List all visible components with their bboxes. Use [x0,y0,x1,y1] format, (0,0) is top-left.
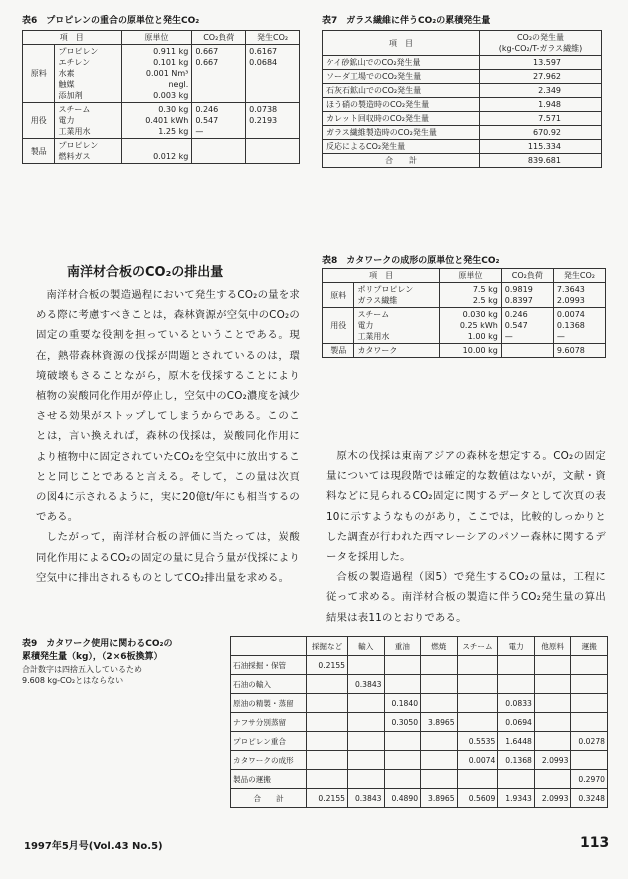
table-cell [347,694,384,713]
page-number: 113 [580,835,610,851]
column-header: 重油 [384,637,421,656]
table-row [323,56,602,70]
unit-list: 0.012 kg [121,139,192,164]
table-row [323,84,602,98]
unit-list: 7.5 kg 2.5 kg [440,283,501,308]
load-list: 0.246 0.547 — [192,103,246,139]
table-cell: 2.0993 [534,751,571,770]
column-header: 運搬 [571,637,608,656]
row-value: 13.597 [480,56,602,70]
footer-issue: 1997年5月号(Vol.43 No.5) [24,841,163,852]
unit-list: 0.911 kg 0.101 kg 0.001 Nm³ negl. 0.003 kg [121,45,192,103]
table-cell [307,751,348,770]
row-label: 製品の運搬 [231,770,307,789]
right-body-text [326,446,606,628]
table-cell: 0.5535 [457,732,498,751]
table-cell: 0.0278 [571,732,608,751]
paragraph: 原木の伐採は東南アジアの森林を想定する。CO₂の固定量については現段階では確定的な数値はないが，文献・資料などに見られるCO₂固定に関するデータとして次頁の表10に示すようなものがあり，ここでは，比較的しっかりとした調査が行われた西マレーシアのパソー森林に関するデータを採用した。 [326,450,606,564]
unit-list: 10.00 kg [440,344,501,358]
total-cell: 2.0993 [534,789,571,808]
table-cell [534,732,571,751]
row-label: ガラス繊維製造時のCO₂発生量 [323,126,480,140]
table-cell [307,770,348,789]
table-row [323,283,606,308]
table-cell: 0.1840 [384,694,421,713]
table-row [231,656,608,675]
table-cell [307,713,348,732]
paragraph: 合板の製造過程（図5）で発生するCO₂の量は，工程に従って求める。南洋材合板の製造に伴うCO₂発生量の算出結果は表11のとおりである。 [326,571,606,624]
table8-caption: 表8 カタワークの成形の原単位と発生CO₂ [322,256,500,266]
row-value: 27.962 [480,70,602,84]
table-cell [307,732,348,751]
table-cell [421,770,458,789]
load-list: 0.9819 0.8397 [501,283,553,308]
table-cell: 3.8965 [421,713,458,732]
table-row [231,732,608,751]
table-cell [384,656,421,675]
row-label: ナフサ分別蒸留 [231,713,307,732]
table-cell: 0.2155 [307,656,348,675]
table-cell [457,713,498,732]
table-row [231,694,608,713]
unit-list: 0.30 kg 0.401 kWh 1.25 kg [121,103,192,139]
row-label: ソーダ工場でのCO₂発生量 [323,70,480,84]
column-header: 発生CO₂ [246,31,300,45]
table-cell [307,694,348,713]
table-cell [498,675,535,694]
table-cell: 0.3050 [384,713,421,732]
table-row [323,70,602,84]
total-cell: 0.2155 [307,789,348,808]
table-cell [498,656,535,675]
co2-list: 7.3643 2.0993 [553,283,605,308]
row-group-label: 用役 [323,308,354,344]
table-cell [534,694,571,713]
table-cell [421,656,458,675]
row-label: カレット回収時のCO₂発生量 [323,112,480,126]
unit-list: 0.030 kg 0.25 kWh 1.00 kg [440,308,501,344]
table-cell [498,770,535,789]
row-group-label: 製品 [23,139,55,164]
table-row [231,713,608,732]
row-group-label: 原料 [323,283,354,308]
table7-header-value: CO₂の発生量 (kg-CO₂/T-ガラス繊維) [480,31,602,56]
table6 [22,30,300,164]
table-row [323,344,606,358]
paragraph: したがって，南洋材合板の評価に当たっては，炭酸同化作用によるCO₂の固定の量に見合う量が伐採により空気中に排出されるものとしてCO₂排出量を求める。 [36,531,300,584]
row-label: ケイ砂鉱山でのCO₂発生量 [323,56,480,70]
table-cell [384,732,421,751]
row-label: プロピレン重合 [231,732,307,751]
row-label: 原油の精製・蒸留 [231,694,307,713]
table9-caption: 表9 カタワーク使用に関わるCO₂の 累積発生量（kg），（2×6板換算） 合計数字は四捨五入しているため 9.608 kg-CO₂とはならない [22,639,173,685]
row-label: 反応によるCO₂発生量 [323,140,480,154]
table7-total-label: 合 計 [323,154,480,168]
column-header: 項 目 [23,31,122,45]
table-cell [457,675,498,694]
table-row [323,112,602,126]
row-label: カタワークの成形 [231,751,307,770]
table-row [323,126,602,140]
table-cell [457,656,498,675]
row-value: 670.92 [480,126,602,140]
table-cell [347,656,384,675]
table-cell [534,675,571,694]
table-cell: 0.0833 [498,694,535,713]
column-header: 原単位 [440,269,501,283]
table-row [23,139,300,164]
row-group-label: 製品 [323,344,354,358]
item-list: ポリプロピレン ガラス繊維 [354,283,440,308]
column-header: 採掘など [307,637,348,656]
total-cell: 0.3843 [347,789,384,808]
row-label: 石灰石鉱山でのCO₂発生量 [323,84,480,98]
table8 [322,268,606,358]
column-header: 他原料 [534,637,571,656]
table-cell [421,751,458,770]
row-group-label: 用役 [23,103,55,139]
table7-total-value: 839.681 [480,154,602,168]
column-header: 発生CO₂ [553,269,605,283]
table-cell [534,713,571,732]
column-header: 電力 [498,637,535,656]
table-cell [421,675,458,694]
table-row [231,770,608,789]
co2-list [246,139,300,164]
row-value: 115.334 [480,140,602,154]
table-cell: 0.0694 [498,713,535,732]
co2-list: 0.0074 0.1368 — [553,308,605,344]
total-label: 合 計 [231,789,307,808]
table-cell [571,656,608,675]
item-list: カタワーク [354,344,440,358]
load-list: 0.667 0.667 [192,45,246,103]
table-cell [347,770,384,789]
table-cell [307,675,348,694]
column-header: 燃焼 [421,637,458,656]
column-header: CO₂負荷 [192,31,246,45]
column-header: 原単位 [121,31,192,45]
co2-list: 0.0738 0.2193 [246,103,300,139]
row-value: 1.948 [480,98,602,112]
table7 [322,30,602,168]
table-row [323,308,606,344]
table-cell [347,732,384,751]
table6-caption: 表6 プロピレンの重合の原単位と発生CO₂ [22,16,200,26]
total-cell: 0.5609 [457,789,498,808]
table-row [323,140,602,154]
table-row [231,675,608,694]
table-cell [384,770,421,789]
paragraph: 南洋材合板の製造過程において発生するCO₂の量を求める際に考慮すべきことは，森林資源が空気中のCO₂の固定の重要な役割を担っているということである。現在，熱帯森林資源の伐採が問題とされているのは，環境破壊もさることながら，原木を伐採することにより植物の炭酸同化作用が停止し，空気中のCO₂濃度を減少させる効果がストップしてしまうからである。このことは，言い換えれば，森林の伐採は，炭酸同化作用により植物中に固定されていたCO₂を空気中に放出することと同じことであると言える。そして，この量は次頁の図4に示されるように，実に20億t/年にも相当するのである。 [36,289,300,524]
load-list [501,344,553,358]
table-cell: 0.1368 [498,751,535,770]
table7-header-item: 項 目 [323,31,480,56]
table-cell [457,770,498,789]
column-header: 輸入 [347,637,384,656]
row-label: 石油の輸入 [231,675,307,694]
row-group-label: 原料 [23,45,55,103]
table7-caption: 表7 ガラス繊維に伴うCO₂の累積発生量 [322,16,491,26]
co2-list: 9.6078 [553,344,605,358]
table-cell: 0.3843 [347,675,384,694]
row-value: 7.571 [480,112,602,126]
table-cell [534,770,571,789]
item-list: スチーム 電力 工業用水 [55,103,121,139]
table-row [323,98,602,112]
row-label: ほう硝の製造時のCO₂発生量 [323,98,480,112]
table-cell: 1.6448 [498,732,535,751]
table-cell [384,675,421,694]
table-cell [457,694,498,713]
table-cell [534,656,571,675]
load-list: 0.246 0.547 — [501,308,553,344]
table-cell [421,694,458,713]
table-row [23,45,300,103]
table-cell [347,713,384,732]
table-cell: 0.2970 [571,770,608,789]
row-label: 石油採掘・保管 [231,656,307,675]
co2-list: 0.6167 0.0684 [246,45,300,103]
column-header: CO₂負荷 [501,269,553,283]
table-cell [347,751,384,770]
row-value: 2.349 [480,84,602,98]
column-header: スチーム [457,637,498,656]
column-header: 項 目 [323,269,440,283]
item-list: プロピレン エチレン 水素 触媒 添加剤 [55,45,121,103]
table-row [231,751,608,770]
item-list: プロピレン 燃料ガス [55,139,121,164]
table9 [230,636,608,808]
table-cell [421,732,458,751]
total-cell: 0.3248 [571,789,608,808]
table-cell [384,751,421,770]
table-cell [571,751,608,770]
total-cell: 1.9343 [498,789,535,808]
table-cell [571,675,608,694]
section-heading: 南洋材合板のCO₂の排出量 [67,265,224,280]
table9-note: 合計数字は四捨五入しているため 9.608 kg-CO₂とはならない [22,665,142,685]
left-body-text [36,285,300,588]
total-cell: 3.8965 [421,789,458,808]
table-cell: 0.0074 [457,751,498,770]
table-cell [571,694,608,713]
table-row [23,103,300,139]
table-cell [571,713,608,732]
load-list [192,139,246,164]
corner-cell [231,637,307,656]
item-list: スチーム 電力 工業用水 [354,308,440,344]
total-cell: 0.4890 [384,789,421,808]
